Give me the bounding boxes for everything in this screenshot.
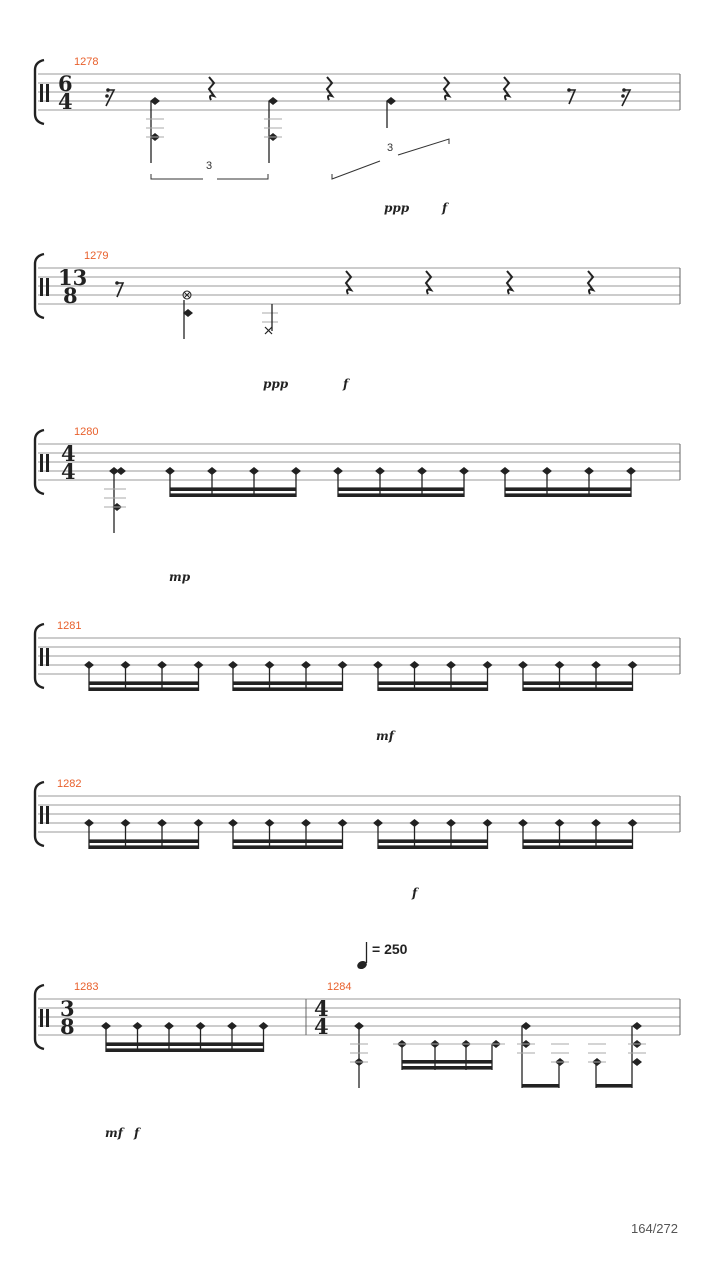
percussion-clef	[40, 648, 49, 666]
beam	[378, 681, 488, 685]
time-signature-denominator: 4	[314, 1014, 329, 1039]
time-signature-denominator: 4	[61, 459, 76, 484]
beam	[233, 845, 343, 849]
percussion-clef	[40, 84, 49, 102]
dynamic-marking: f	[134, 1126, 140, 1140]
beam	[89, 839, 199, 843]
dynamic-marking: mf	[376, 729, 394, 743]
measure-number: 1279	[84, 250, 109, 262]
time-signature-numerator: 4	[61, 441, 76, 466]
percussion-clef	[40, 1009, 49, 1027]
beam	[378, 687, 488, 691]
time-signature-numerator: 6	[58, 71, 73, 96]
beam	[523, 687, 633, 691]
time-signature-denominator: 8	[60, 1014, 75, 1039]
measure-number: 1280	[74, 426, 99, 438]
beam	[338, 493, 464, 497]
system-3	[38, 444, 680, 480]
measure-number: 1278	[74, 56, 99, 68]
beam	[233, 839, 343, 843]
time-signature-numerator: 3	[60, 996, 75, 1021]
dynamic-marking: mp	[169, 570, 191, 584]
measure-number: 1283	[74, 981, 99, 993]
time-signature-numerator: 4	[314, 996, 329, 1021]
measure-number: 1281	[57, 620, 82, 632]
dynamic-marking: f	[412, 886, 418, 900]
tuplet-number: 3	[206, 160, 213, 172]
beam	[170, 493, 296, 497]
beam	[523, 845, 633, 849]
notes-measure-1279	[115, 271, 593, 339]
dynamic-marking: f	[442, 201, 448, 215]
percussion-clef	[40, 278, 49, 296]
notes-measure-1280	[104, 467, 126, 533]
measure-number: 1284	[327, 981, 352, 993]
system-1	[38, 74, 680, 110]
beam	[106, 1042, 264, 1046]
beam	[233, 687, 343, 691]
system-5	[38, 796, 680, 832]
beam	[233, 681, 343, 685]
beam	[378, 839, 488, 843]
beam	[89, 845, 199, 849]
percussion-clef	[40, 454, 49, 472]
percussion-clef	[40, 806, 49, 824]
time-signature-denominator: 4	[58, 89, 73, 114]
beam	[523, 681, 633, 685]
beam	[89, 681, 199, 685]
time-signature-denominator: 8	[63, 283, 78, 308]
tempo-marking	[356, 941, 408, 971]
beam	[89, 687, 199, 691]
dynamic-marking: f	[343, 377, 349, 391]
tuplet-number: 3	[387, 142, 394, 154]
tempo-value: = 250	[372, 941, 408, 957]
page-number: 164/272	[631, 1221, 678, 1236]
dynamic-marking: ppp	[263, 377, 289, 391]
notes-measure-1284	[350, 1022, 646, 1088]
beam	[106, 1048, 264, 1052]
time-signature-numerator: 13	[58, 265, 88, 290]
system-4	[38, 638, 680, 674]
beam	[170, 487, 296, 491]
beam	[378, 845, 488, 849]
measure-number: 1282	[57, 778, 82, 790]
beam	[523, 839, 633, 843]
beam	[505, 487, 631, 491]
system-2	[38, 268, 680, 304]
dynamic-marking: ppp	[384, 201, 410, 215]
notes-measure-1278	[105, 77, 630, 163]
tuplet-brackets	[151, 139, 449, 179]
dynamic-marking: mf	[105, 1126, 123, 1140]
beam	[505, 493, 631, 497]
beam	[338, 487, 464, 491]
